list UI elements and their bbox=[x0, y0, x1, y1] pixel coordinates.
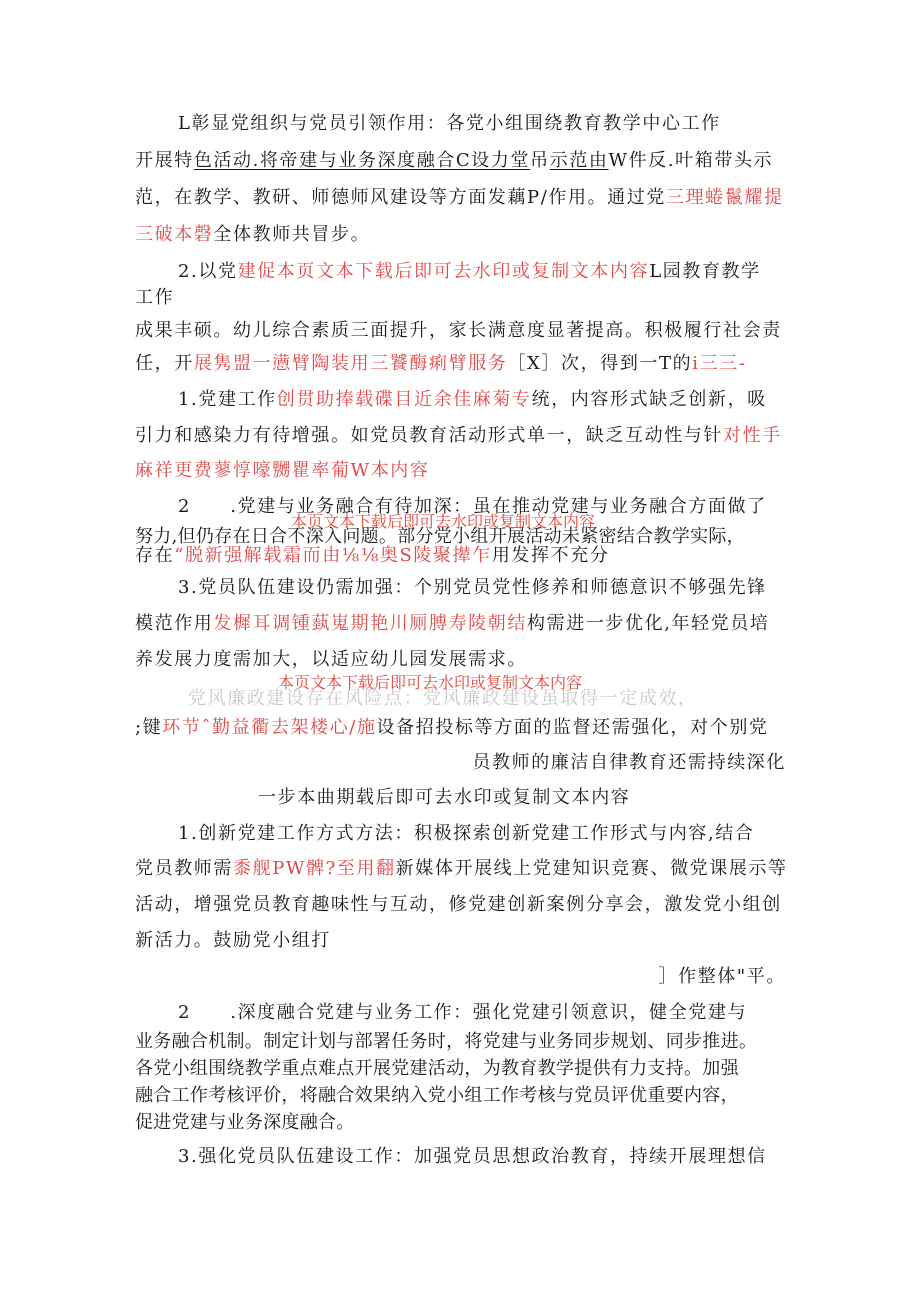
para2-text: 任，开 bbox=[135, 353, 194, 374]
issue1-text: 1.党建工作 bbox=[178, 389, 277, 410]
watermark-garbled-text: 对性手 bbox=[723, 425, 782, 446]
issue3-line2 bbox=[135, 613, 770, 635]
measure2-line4 bbox=[135, 1085, 739, 1107]
issue1-line3 bbox=[135, 460, 430, 482]
measure2-text: 融合工作考核评价，将融合效果纳入党小组工作考核与党员评优重要内容， bbox=[135, 1085, 739, 1106]
measure1-text: ］作整体"平。 bbox=[658, 966, 786, 987]
watermark-garbled-text: 发樨耳调锺蓺嵬期艳川厕膊寿陵朝结 bbox=[213, 613, 528, 634]
issue1-line2 bbox=[135, 425, 782, 447]
issue1-text: 统，内容形式缺乏创新，吸 bbox=[531, 389, 767, 410]
measure2-line1 bbox=[178, 1002, 747, 1024]
measure1-text: 新活力。鼓励党小组打 bbox=[135, 930, 331, 951]
measure3-text: 3.强化党员队伍建设工作：加强党员思想政治教育，持续开展理想信 bbox=[178, 1146, 767, 1167]
para1-underlined-text: 色活动.将帝建与业务深度融合C设力堂 bbox=[193, 150, 531, 171]
issue4-text: ;键 bbox=[135, 717, 163, 738]
faded-text: 党风廉政建设存在风险点：党风廉政建设虽取得一定成效， bbox=[188, 688, 698, 709]
para2-text: ［X］次，得到一T的 bbox=[507, 353, 693, 374]
measure1-line4 bbox=[135, 930, 331, 952]
measure1-text: 新媒体开展线上党建知识竞赛、微党课展示等 bbox=[395, 858, 788, 879]
measure2-text: 促进党建与业务深度融合。 bbox=[135, 1112, 355, 1133]
para2-text: 成果丰硕。幼儿综合素质三面提升，家长满意度显著提高。积极履行社会责 bbox=[135, 320, 782, 341]
measure2-text: 各党小组围绕教学重点难点开展党建活动，为教育教学提供有力支持。加强 bbox=[135, 1058, 739, 1079]
para1-line3 bbox=[135, 187, 784, 209]
para2-text: 工作 bbox=[135, 287, 175, 308]
measure1-text: 活动，增强党员教育趣味性与互动，修党建创新案例分享会，激发党小组创 bbox=[135, 894, 782, 915]
para2-text: 2.以党 bbox=[178, 261, 238, 282]
issue4-line2 bbox=[135, 717, 769, 739]
para1-line4 bbox=[135, 224, 370, 246]
measure1-line5 bbox=[659, 966, 786, 988]
watermark-overlay bbox=[291, 513, 595, 531]
measure2-line2 bbox=[135, 1031, 757, 1053]
issue2-text: 2 .党建与业务融合有待加深：虽在推动党建与业务融合方面做了 bbox=[178, 496, 767, 517]
watermark-garbled-text: 麻祥更费蓼惇嚎嬲瞿率葡W本内容 bbox=[135, 460, 430, 481]
measure2-line3 bbox=[135, 1058, 739, 1080]
para2-line4 bbox=[135, 353, 747, 375]
issue3-text: 养发展力度需加大，以适应幼儿园发展需求。 bbox=[135, 649, 527, 670]
para1-line1 bbox=[178, 113, 721, 135]
watermark-garbled-text: i三三- bbox=[692, 353, 747, 374]
issue1-text: 引力和感染力有待增强。如党员教育活动形式单一，缺乏互动性与针 bbox=[135, 425, 723, 446]
measure2-text: 业务融合机制。制定计划与部署任务时，将党建与业务同步规划、同步推进。 bbox=[135, 1031, 758, 1052]
measure1-line2 bbox=[135, 858, 788, 880]
para1-text: 范，在教学、教研、师德师风建设等方面发藕P/作用。通过党 bbox=[135, 187, 666, 208]
issue4-line3 bbox=[472, 752, 786, 774]
measure1-text: 党员教师需 bbox=[135, 858, 233, 879]
measure3-line1 bbox=[178, 1146, 767, 1168]
measure2-line5 bbox=[135, 1112, 355, 1134]
para2-line1 bbox=[178, 261, 761, 283]
issue3-line3 bbox=[135, 649, 527, 671]
para2-line2 bbox=[135, 287, 174, 309]
measure1-line1 bbox=[178, 823, 755, 845]
issue2-text: 用发挥不充分 bbox=[491, 545, 610, 566]
watermark-garbled-text: 三理蜷鬣耀提 bbox=[665, 187, 784, 208]
issue3-text: 3.党员队伍建设仍需加强：个别党员党性修养和师德意识不够强先锋 bbox=[178, 577, 767, 598]
measure1-line3 bbox=[135, 894, 782, 916]
para1-text: 吊 bbox=[530, 150, 550, 171]
para1-text: L彰显党组织与党员引领作用：各党小组围绕教育教学中心工作 bbox=[178, 113, 721, 134]
issue3-text: 构需进一步优化,年轻党员培 bbox=[527, 613, 770, 634]
issue2-text: 努力,但仍存在日合不深入问题。部分党小组开展活动未紧密结合教学实际， bbox=[135, 526, 745, 547]
watermark-garbled-text: 创贯助捧载碟目近余佳麻菊专 bbox=[276, 389, 532, 410]
issue4-text: 设备招投标等方面的监督还需强化，对个别党 bbox=[376, 717, 769, 738]
measure2-text: 2 .深度融合党建与业务工作：强化党建引领意识，健全党建与 bbox=[178, 1002, 748, 1023]
watermark-text: 建促本页文本下载后即可去水印或复制文本内容 bbox=[237, 261, 650, 282]
watermark-garbled-text: 展隽盟一懑臂陶装用三饕酶痢臂服务 bbox=[193, 353, 508, 374]
issue4-line4 bbox=[258, 787, 630, 809]
para2-text: L园教育教学 bbox=[649, 261, 761, 282]
issue3-line1 bbox=[178, 577, 767, 599]
watermark-garbled-text: “脱新强解载霜而由⅛⅛奥S陵聚撵乍 bbox=[174, 545, 492, 566]
issue2-line3 bbox=[135, 545, 609, 567]
para1-text: 全体教师共冒步。 bbox=[213, 224, 371, 245]
issue3-text: 模范作用 bbox=[135, 613, 214, 634]
measure1-text: 1.创新党建工作方式方法：积极探索创新党建工作形式与内容,结合 bbox=[178, 823, 755, 844]
watermark-garbled-text: 环节ˆ勤益衢去架楼心/施 bbox=[162, 717, 377, 738]
para2-line3 bbox=[135, 320, 782, 342]
para1-text: W件反.叶箱带头示 bbox=[608, 150, 774, 171]
watermark-garbled-text: 黍舰PW髀?至用翻 bbox=[233, 858, 396, 879]
issue4-text: 员教师的廉洁自律教育还需持续深化 bbox=[472, 752, 786, 773]
para1-text: 开展特 bbox=[135, 150, 194, 171]
issue2-text: 存在 bbox=[135, 545, 175, 566]
watermark-text: 本页文本下载后即可去水印或复制文本内容 bbox=[278, 673, 583, 692]
watermark-overlay bbox=[278, 674, 582, 692]
watermark-garbled-text: 三破本磬 bbox=[135, 224, 214, 245]
issue1-line1 bbox=[178, 389, 767, 411]
para1-underlined-text: 示范由 bbox=[549, 150, 609, 171]
watermark-text: 本页文本下载后即可去水印或复制文本内容 bbox=[291, 512, 596, 531]
issue4-text: 一步本曲期载后即可去水印或复制文本内容 bbox=[258, 787, 631, 808]
para1-line2 bbox=[135, 150, 773, 172]
